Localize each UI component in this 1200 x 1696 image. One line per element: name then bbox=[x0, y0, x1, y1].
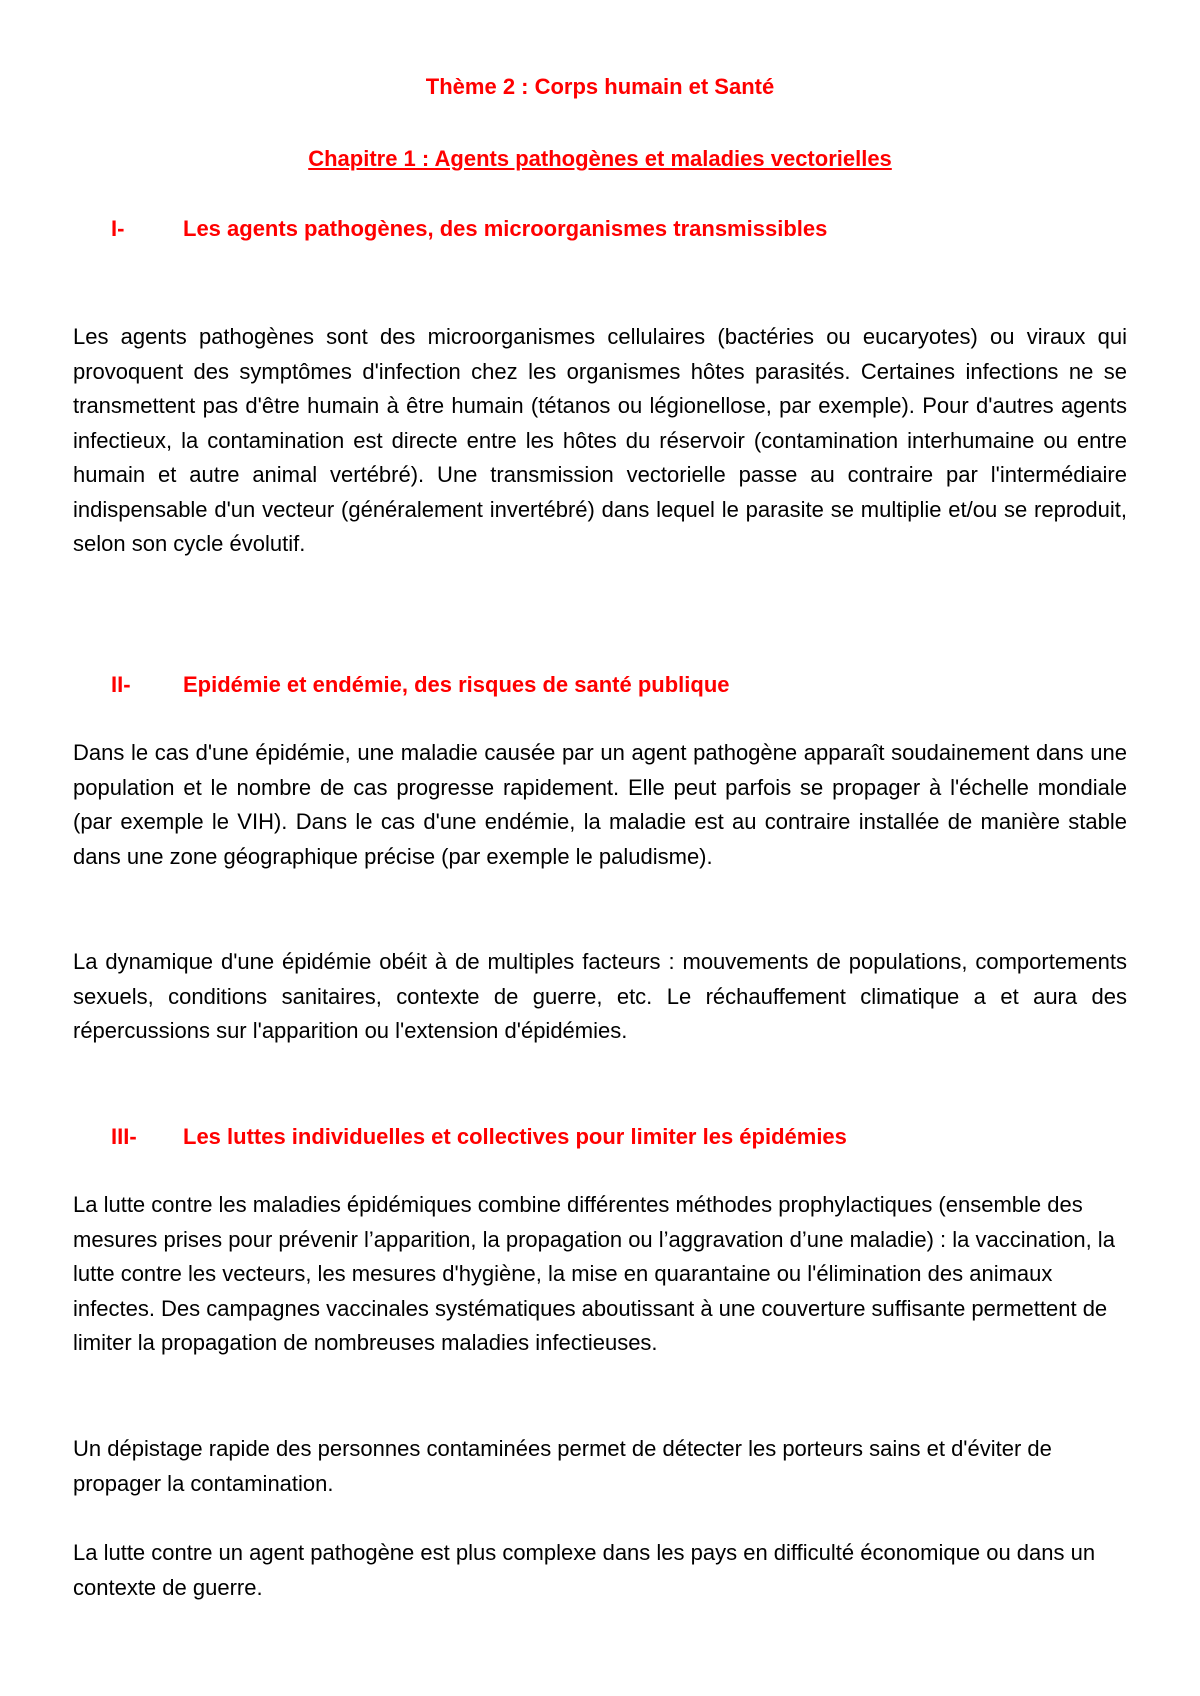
paragraph-section-1: Les agents pathogènes sont des microorganismes cellulaires (bactéries ou eucaryotes) ou viraux qui provoquent des symptômes d'infection chez les organismes hôtes parasités. Certaines infections ne se transmettent pas d'être humain à être humain (tétanos ou légionellose, par exemple). Pour d'autres agents infectieux, la contamination est directe entre les hôtes du réservoir (contamination interhumaine ou entre humain et autre animal vertébré). Une transmission vectorielle passe au contraire par l'intermédiaire indispensable d'un vecteur (généralement invertébré) dans lequel le parasite se multiplie et/ou se reproduit, selon son cycle évolutif. bbox=[73, 324, 1127, 556]
section-heading-3 bbox=[111, 1124, 1111, 1150]
paragraph-section-3-a: La lutte contre les maladies épidémiques combine différentes méthodes prophylactiques (ensemble des mesures prises pour prévenir l’apparition, la propagation ou l’aggravation d’une maladie) : la vaccination, la lutte contre les vecteurs, les mesures d'hygiène, la mise en quarantaine ou l'élimination des animaux infectes. Des campagnes vaccinales systématiques aboutissant à une couverture suffisante permettent de limiter la propagation de nombreuses maladies infectieuses. bbox=[73, 1192, 1115, 1355]
theme-title: Thème 2 : Corps humain et Santé bbox=[425, 74, 775, 99]
section-number: II- bbox=[111, 672, 131, 697]
paragraph-section-2-a: Dans le cas d'une épidémie, une maladie causée par un agent pathogène apparaît soudainement dans une population et le nombre de cas progresse rapidement. Elle peut parfois se propager à l'échelle mondiale (par exemple le VIH). Dans le cas d'une endémie, la maladie est au contraire installée de manière stable dans une zone géographique précise (par exemple le paludisme). bbox=[73, 740, 1127, 869]
section-heading-1 bbox=[111, 216, 1111, 242]
section-heading-2 bbox=[111, 672, 1111, 698]
section-title: Les luttes individuelles et collectives pour limiter les épidémies bbox=[183, 1124, 847, 1149]
paragraph-section-2-b: La dynamique d'une épidémie obéit à de multiples facteurs : mouvements de populations, comportements sexuels, conditions sanitaires, contexte de guerre, etc. Le réchauffement climatique a et aura des répercussions sur l'apparition ou l'extension d'épidémies. bbox=[73, 949, 1127, 1043]
section-number: III- bbox=[111, 1124, 137, 1149]
paragraph-section-3-c: La lutte contre un agent pathogène est plus complexe dans les pays en difficulté économique ou dans un contexte de guerre. bbox=[73, 1540, 1096, 1600]
chapter-title: Chapitre 1 : Agents pathogènes et maladies vectorielles bbox=[308, 146, 892, 171]
paragraph-section-3-b: Un dépistage rapide des personnes contaminées permet de détecter les porteurs sains et d'éviter de propager la contamination. bbox=[73, 1436, 1052, 1496]
section-title: Epidémie et endémie, des risques de santé publique bbox=[183, 672, 730, 697]
section-number: I- bbox=[111, 216, 125, 241]
section-title: Les agents pathogènes, des microorganismes transmissibles bbox=[183, 216, 828, 241]
